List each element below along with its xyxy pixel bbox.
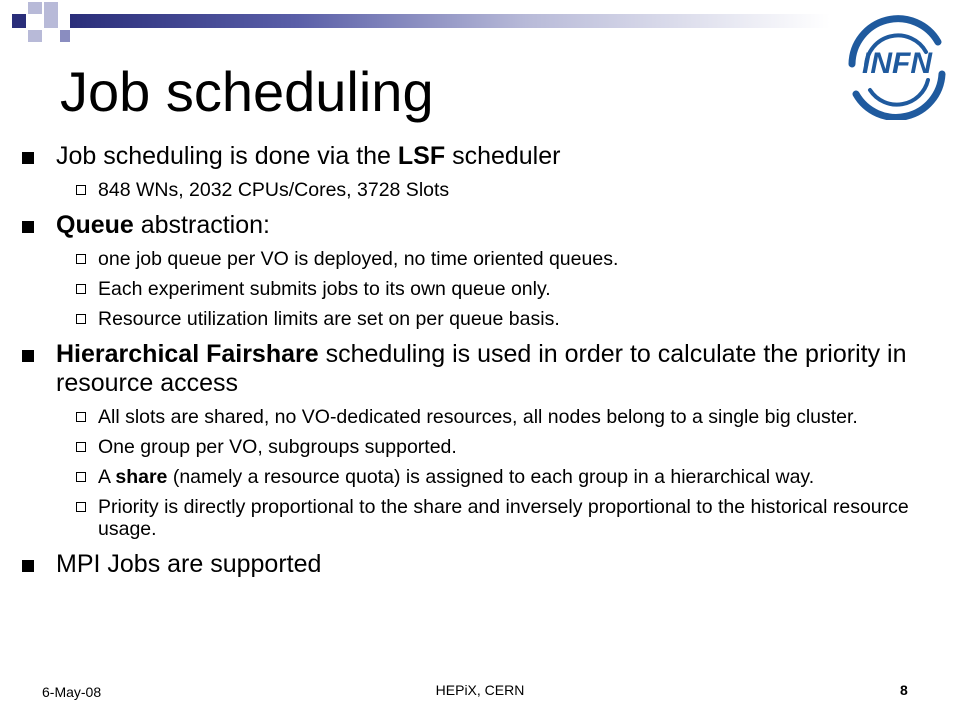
text-run: scheduling is used in order to calculate the priority in resource access (56, 340, 907, 397)
bullet-item (22, 211, 932, 240)
hollow-square-bullet-icon (76, 254, 86, 264)
square-bullet-icon (22, 350, 34, 362)
bold-text: Queue (56, 211, 134, 239)
decor-square-light (44, 2, 58, 14)
hollow-square-bullet-icon (76, 185, 86, 195)
sub-bullet-item (22, 308, 932, 330)
bullet-item (22, 142, 932, 171)
sub-bullet-item (22, 406, 932, 428)
text-run: Priority is directly proportional to the share and inversely proportional to the historical resource usage. (98, 496, 909, 540)
logo-text: INFN (862, 47, 932, 80)
infn-logo (838, 12, 956, 120)
title-bar-gradient (70, 14, 830, 28)
footer-center: HEPiX, CERN (435, 682, 525, 698)
sub-bullet-item (22, 248, 932, 270)
decor-square-light (28, 2, 42, 14)
page-number: 8 (900, 682, 908, 698)
text-run: abstraction: (133, 211, 270, 239)
hollow-square-bullet-icon (76, 442, 86, 452)
text-run: (namely a resource quota) is assigned to each group in a hierarchical way. (167, 466, 815, 488)
decor-square-light (44, 14, 58, 28)
text-run: scheduler (445, 142, 561, 170)
sub-bullet-item (22, 278, 932, 300)
sub-bullet-item (22, 179, 932, 201)
hollow-square-bullet-icon (76, 472, 86, 482)
decor-square-mid (60, 30, 70, 42)
hollow-square-bullet-icon (76, 502, 86, 512)
text-run: Resource utilization limits are set on per queue basis. (98, 308, 560, 330)
slide-body (22, 136, 932, 579)
text-run: one job queue per VO is deployed, no time oriented queues. (98, 248, 619, 270)
decor-square-light (28, 30, 42, 42)
sub-bullet-item (22, 436, 932, 458)
slide-title: Job scheduling (60, 60, 434, 123)
decor-square-dark (12, 14, 26, 28)
hollow-square-bullet-icon (76, 314, 86, 324)
bold-text: share (115, 466, 168, 488)
text-run: MPI Jobs are supported (56, 550, 322, 578)
square-bullet-icon (22, 560, 34, 572)
hollow-square-bullet-icon (76, 284, 86, 294)
text-run: Each experiment submits jobs to its own queue only. (98, 278, 551, 300)
text-run: A (98, 466, 116, 488)
sub-bullet-item (22, 466, 932, 488)
square-bullet-icon (22, 221, 34, 233)
bullet-item (22, 340, 932, 398)
sub-bullet-item (22, 496, 932, 540)
text-run: 848 WNs, 2032 CPUs/Cores, 3728 Slots (98, 179, 450, 201)
text-run: All slots are shared, no VO-dedicated resources, all nodes belong to a single big cluster. (98, 406, 858, 428)
bullet-item (22, 550, 932, 579)
bold-text: Hierarchical Fairshare (56, 340, 319, 368)
square-bullet-icon (22, 152, 34, 164)
footer-date: 6-May-08 (42, 684, 102, 700)
text-run: Job scheduling is done via the (56, 142, 398, 170)
text-run: One group per VO, subgroups supported. (98, 436, 457, 458)
bold-text: LSF (397, 142, 446, 170)
hollow-square-bullet-icon (76, 412, 86, 422)
